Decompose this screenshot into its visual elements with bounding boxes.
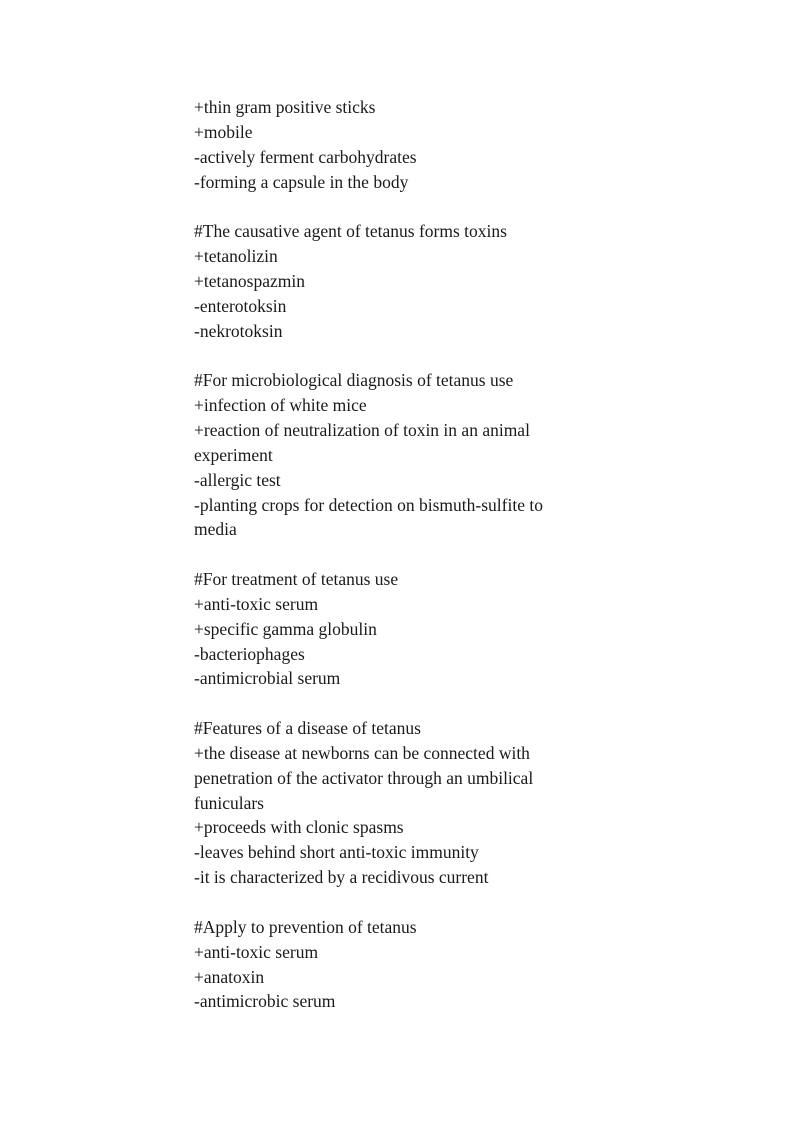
answer-line: penetration of the activator through an umbilical	[194, 767, 534, 788]
answer-line: -leaves behind short anti-toxic immunity	[194, 842, 479, 863]
paragraph-gap	[194, 691, 594, 716]
answer-line: -actively ferment carbohydrates	[194, 146, 417, 167]
answer-line: +the disease at newborns can be connected with	[194, 742, 530, 763]
answer-line: media	[194, 519, 237, 540]
answer-line: experiment	[194, 444, 273, 465]
answer-line: +anti-toxic serum	[194, 941, 319, 962]
answer-line: -enterotoksin	[194, 295, 287, 316]
answer-line: +anatoxin	[194, 966, 265, 987]
question-heading: #For microbiological diagnosis of tetanus use	[194, 370, 514, 391]
answer-line: +specific gamma globulin	[194, 618, 377, 639]
answer-line: +reaction of neutralization of toxin in an animal	[194, 419, 530, 440]
answer-line: -antimicrobial serum	[194, 668, 341, 689]
answer-line: -antimicrobic serum	[194, 991, 336, 1012]
answer-line: +mobile	[194, 121, 253, 142]
answer-line: -it is characterized by a recidivous current	[194, 867, 489, 888]
answer-line: +thin gram positive sticks	[194, 97, 376, 117]
question-heading: #The causative agent of tetanus forms toxins	[194, 221, 507, 242]
answer-line: -allergic test	[194, 469, 281, 490]
answer-line: +anti-toxic serum	[194, 593, 319, 614]
question-heading: #For treatment of tetanus use	[194, 569, 399, 590]
paragraph-gap	[194, 343, 594, 368]
answer-line: +tetanospazmin	[194, 270, 305, 291]
answer-line: +proceeds with clonic spasms	[194, 817, 404, 838]
question-heading: #Apply to prevention of tetanus	[194, 916, 417, 937]
answer-line: +tetanolizin	[194, 246, 278, 267]
answer-line: +infection of white mice	[194, 395, 367, 416]
answer-line: funiculars	[194, 792, 264, 813]
paragraph-gap	[194, 890, 594, 915]
document-body	[194, 95, 594, 1014]
answer-line: -nekrotoksin	[194, 320, 283, 341]
answer-line: -forming a capsule in the body	[194, 171, 409, 192]
question-heading: #Features of a disease of tetanus	[194, 718, 421, 739]
paragraph-gap	[194, 194, 594, 219]
paragraph-gap	[194, 542, 594, 567]
answer-line: -planting crops for detection on bismuth-sulfite to	[194, 494, 543, 515]
answer-line: -bacteriophages	[194, 643, 305, 664]
